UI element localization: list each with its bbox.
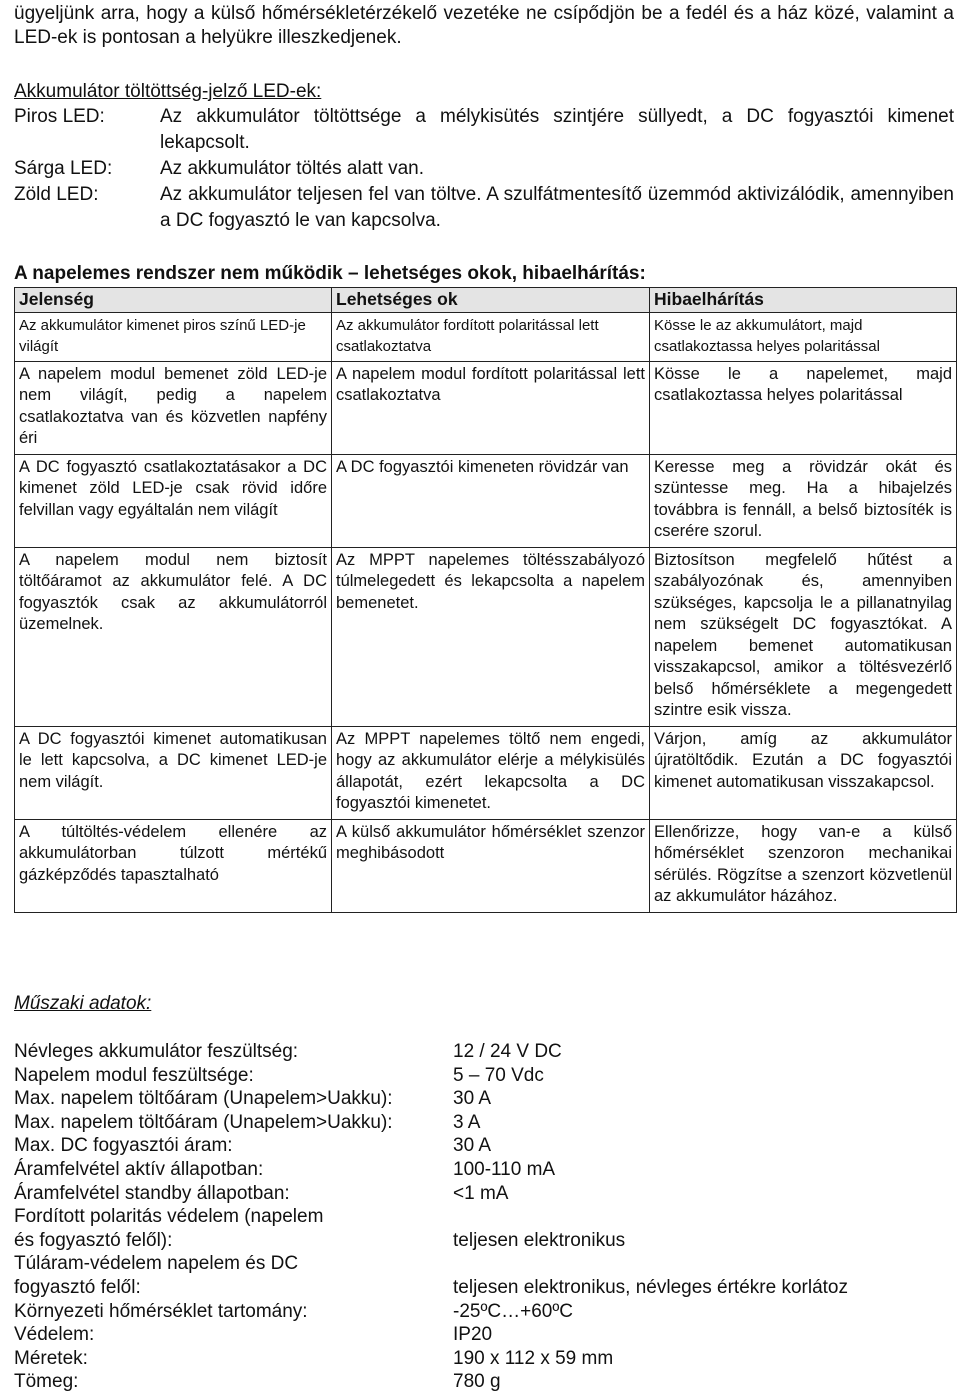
intro-paragraph: ügyeljünk arra, hogy a külső hőmérsékletérzékelő vezetéke ne csípődjön be a fedél és a ház közé, valamint a LED-ek is pontosan a helyükre illeszkedjenek. xyxy=(14,3,954,48)
spec-label: Max. napelem töltőáram (Unapelem>Uakku): xyxy=(14,1088,393,1110)
specs-list xyxy=(14,1040,954,1394)
table-row xyxy=(15,819,957,912)
spec-label: Védelem: xyxy=(14,1324,95,1346)
table-cell: Biztosítson megfelelő hűtést a szabályozónak és, amennyiben szükséges, kapcsolja le a pillanatnyilag nem szükségelt DC fogyasztókat. A napelem bemenet automatikusan visszakapcsol, amikor a töltésvezérlő belső hőmérséklete a megengedett szintre esik vissza. xyxy=(650,547,957,726)
spec-value xyxy=(453,1252,954,1276)
spec-value: -25ºC…+60ºC xyxy=(453,1300,574,1322)
troubleshooting-title: A napelemes rendszer nem működik – lehetséges okok, hibaelhárítás: xyxy=(14,263,646,284)
table-cell: Ellenőrizze, hogy van-e a külső hőmérséklet szenzoron mechanikai sérülés. Rögzítse a szenzort közvetlenül az akkumulátor házához. xyxy=(650,819,957,912)
table-row xyxy=(15,454,957,547)
table-cell: A külső akkumulátor hőmérséklet szenzor meghibásodott xyxy=(332,819,650,912)
column-header-symptom: Jelenség xyxy=(15,288,332,313)
table-cell: A DC fogyasztói kimenet automatikusan le lett kapcsolva, a DC kimenet LED-je nem világít. xyxy=(15,726,332,819)
table-cell: A túltöltés-védelem ellenére az akkumulátorban túlzott mértékű gázképződés tapasztalható xyxy=(15,819,332,912)
spec-row xyxy=(14,1064,954,1088)
spec-label: Napelem modul feszültsége: xyxy=(14,1064,254,1086)
spec-row xyxy=(14,1158,954,1182)
led-name: Sárga LED: xyxy=(14,158,113,179)
spec-row xyxy=(14,1182,954,1206)
table-cell: Az MPPT napelemes töltésszabályozó túlmelegedett és lekapcsolta a napelem bemenetet. xyxy=(332,547,650,726)
spec-label: Áramfelvétel aktív állapotban: xyxy=(14,1158,264,1180)
spec-value: 12 / 24 V DC xyxy=(453,1041,562,1062)
specs-heading: Műszaki adatok: xyxy=(14,993,152,1014)
spec-row xyxy=(14,1347,954,1371)
table-cell: Kösse le a napelemet, majd csatlakoztassa helyes polaritással xyxy=(650,361,957,454)
spec-value: 3 A xyxy=(453,1111,481,1133)
spec-label: Max. DC fogyasztói áram: xyxy=(14,1135,233,1157)
spec-label: Méretek: xyxy=(14,1347,88,1369)
spec-row xyxy=(14,1276,954,1300)
led-name: Piros LED: xyxy=(14,106,105,127)
spec-label: Áramfelvétel standby állapotban: xyxy=(14,1182,290,1204)
spec-label: Névleges akkumulátor feszültség: xyxy=(14,1041,299,1062)
spec-row xyxy=(14,1370,954,1394)
spec-row xyxy=(14,1134,954,1158)
spec-row xyxy=(14,1323,954,1347)
table-cell: Az MPPT napelemes töltő nem engedi, hogy az akkumulátor elérje a mélykisülés állapotát, ezért lekapcsolta a DC fogyasztói kimenetet. xyxy=(332,726,650,819)
spec-label: Túláram-védelem napelem és DC xyxy=(14,1253,299,1275)
spec-label: Max. napelem töltőáram (Unapelem>Uakku): xyxy=(14,1111,393,1133)
led-description: Az akkumulátor teljesen fel van töltve. A szulfátmentesítő üzemmód aktivizálódik, amennyiben a DC fogyasztó le van kapcsolva. xyxy=(160,184,954,231)
table-cell: A napelem modul nem biztosít töltőáramot az akkumulátor felé. A DC fogyasztók csak az akkumulátorról üzemelnek. xyxy=(15,547,332,726)
table-cell: Kösse le az akkumulátort, majd csatlakoztassa helyes polaritással xyxy=(650,312,957,361)
spec-label: és fogyasztó felől): xyxy=(14,1229,173,1251)
spec-value: 190 x 112 x 59 mm xyxy=(453,1347,614,1369)
table-row xyxy=(15,726,957,819)
led-description: Az akkumulátor töltöttsége a mélykisütés szintjére süllyedt, a DC fogyasztói kimenet lekapcsolt. xyxy=(160,106,954,153)
spec-row xyxy=(14,1087,954,1111)
spec-label: Környezeti hőmérséklet tartomány: xyxy=(14,1300,308,1322)
spec-label: fogyasztó felől: xyxy=(14,1276,141,1298)
spec-row xyxy=(14,1300,954,1324)
spec-row xyxy=(14,1205,954,1229)
spec-value xyxy=(453,1205,954,1229)
led-section-heading: Akkumulátor töltöttség-jelző LED-ek: xyxy=(14,81,322,102)
spec-value: 780 g xyxy=(453,1371,501,1393)
table-cell: A DC fogyasztói kimeneten rövidzár van xyxy=(332,454,650,547)
spec-row xyxy=(14,1040,954,1064)
table-row xyxy=(15,312,957,361)
table-cell: A napelem modul bemenet zöld LED-je nem világít, pedig a napelem csatlakoztatva van és közvetlen napfény éri xyxy=(15,361,332,454)
troubleshooting-table xyxy=(14,287,957,913)
table-row xyxy=(15,547,957,726)
column-header-remedy: Hibaelhárítás xyxy=(650,288,957,313)
table-cell: Az akkumulátor kimenet piros színű LED-je világít xyxy=(15,312,332,361)
table-cell: A napelem modul fordított polaritással lett csatlakoztatva xyxy=(332,361,650,454)
spec-value: teljesen elektronikus xyxy=(453,1229,626,1251)
table-cell: Keresse meg a rövidzár okát és szüntesse meg. Ha a hibajelzés továbbra is fennáll, a belső biztosíték is cserére szorul. xyxy=(650,454,957,547)
spec-row xyxy=(14,1252,954,1276)
spec-value: 30 A xyxy=(453,1088,492,1110)
spec-value: 100-110 mA xyxy=(453,1158,556,1180)
spec-row xyxy=(14,1111,954,1135)
spec-label: Fordított polaritás védelem (napelem xyxy=(14,1206,324,1228)
spec-value: 30 A xyxy=(453,1135,492,1157)
spec-value: IP20 xyxy=(453,1324,493,1346)
table-cell: Az akkumulátor fordított polaritással lett csatlakoztatva xyxy=(332,312,650,361)
table-header-row xyxy=(15,288,957,313)
table-row xyxy=(15,361,957,454)
table-cell: A DC fogyasztó csatlakoztatásakor a DC kimenet zöld LED-je csak rövid időre felvillan vagy egyáltalán nem világít xyxy=(15,454,332,547)
spec-value: teljesen elektronikus, névleges értékre korlátoz xyxy=(453,1276,848,1298)
led-description: Az akkumulátor töltés alatt van. xyxy=(160,158,425,179)
table-cell: Várjon, amíg az akkumulátor újratöltődik. Ezután a DC fogyasztói kimenet automatikusan visszakapcsol. xyxy=(650,726,957,819)
column-header-cause: Lehetséges ok xyxy=(332,288,650,313)
spec-row xyxy=(14,1229,954,1253)
led-name: Zöld LED: xyxy=(14,184,99,205)
spec-label: Tömeg: xyxy=(14,1371,79,1393)
spec-value: 5 – 70 Vdc xyxy=(453,1064,544,1086)
spec-value: <1 mA xyxy=(453,1182,509,1204)
